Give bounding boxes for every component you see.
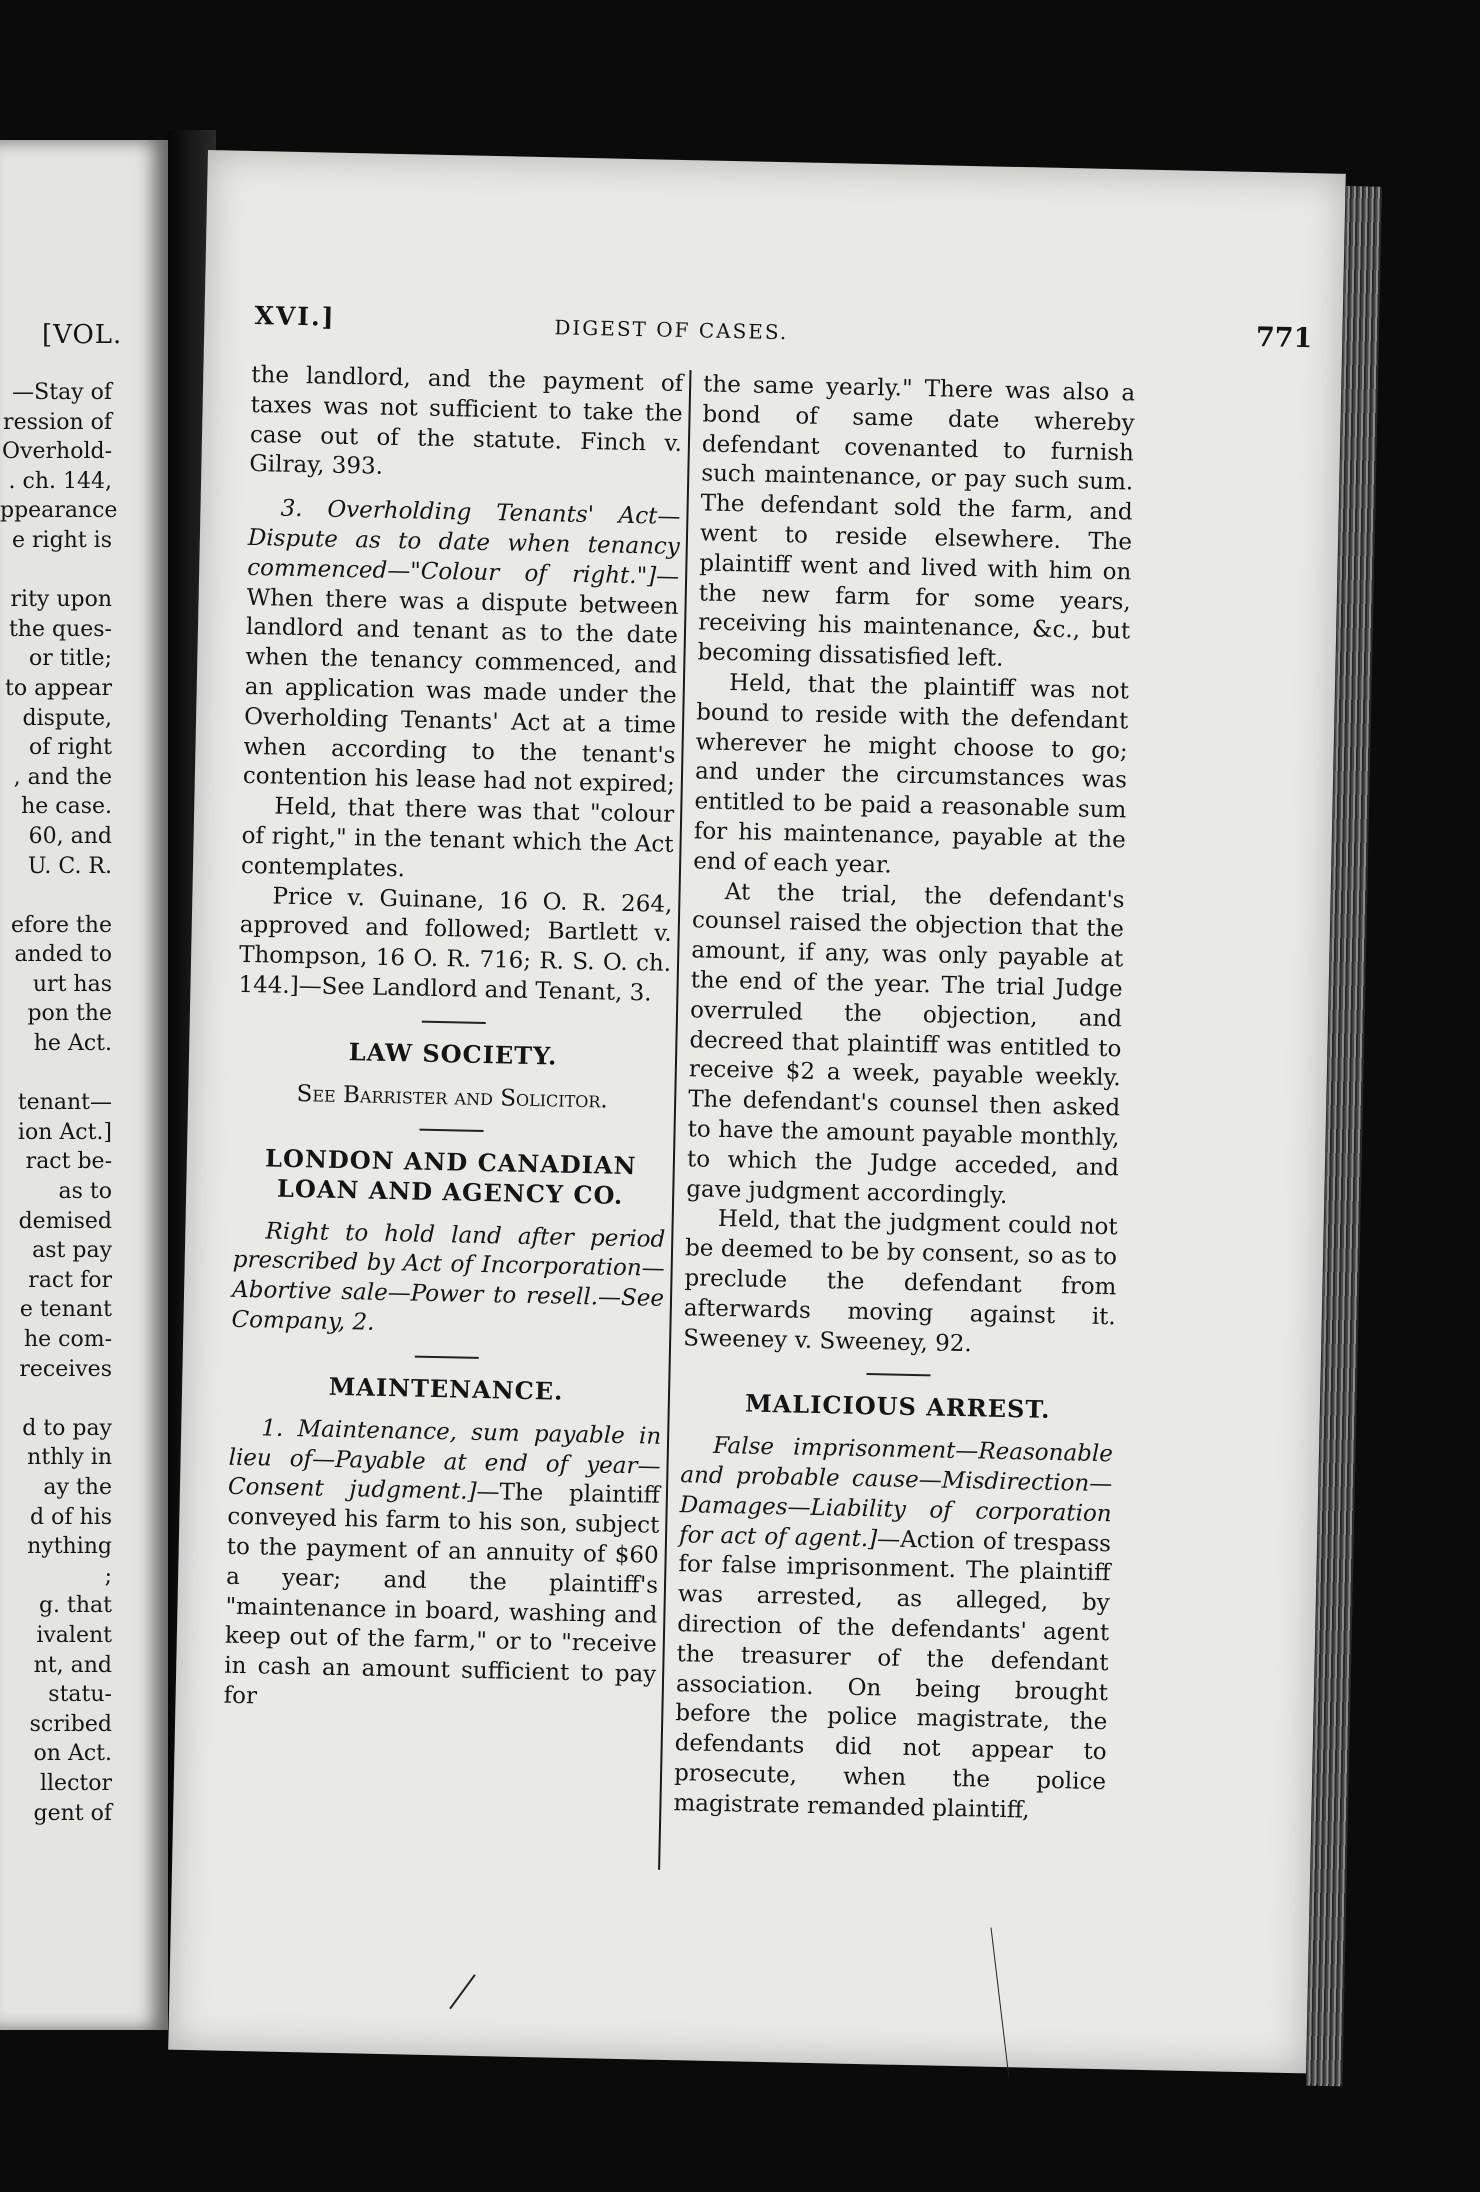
section-separator (866, 1373, 930, 1376)
left-fragment-line: —Stay of (12, 380, 112, 405)
section-separator (422, 1020, 486, 1023)
entry-3 (243, 494, 681, 801)
trial-paragraph: At the trial, the defendant's counsel raised the objection that the amount, if any, was only payable at the end of the year. The trial Judge overruled the objection, and decreed that plaintiff was entitled to receive $2 a week, payable weekly. The defendant's counsel then asked to have the amount payable monthly, to which the Judge acceded, and gave judgment accordingly. (686, 878, 1125, 1209)
maintenance-entry-1-body: —The plaintiff conveyed his farm to his son, subject to the payment of an annuity of $60 a year; and the plaintiff's "maintenance in board, washing and keep out of the farm," or to "receive in cash an amount sufficient to pay for (223, 1479, 661, 1710)
left-fragment-line (0, 556, 112, 586)
left-fragment-line: , and the (13, 764, 112, 790)
left-fragment-line: anded to (14, 942, 112, 968)
heading-malicious-arrest: MALICIOUS ARREST. (744, 1388, 1051, 1425)
left-fragment-line: ract for (28, 1267, 112, 1293)
left-fragment-line: ion Act.] (17, 1119, 112, 1145)
left-fragment-line: pon the (27, 1001, 112, 1027)
paragraph-continued: the same yearly." There was also a bond of same date whereby defendant covenanted to furnish such maintenance, or pay such sum. The defendant sold the farm, and went to reside elsewhere. The plaintiff went and lived with him on the new farm for some years, receiving his maintenance, &c., but becoming dissatisfied left. (697, 371, 1136, 672)
left-fragment-line: nt, and (33, 1652, 112, 1678)
left-fragment-line: d to pay (22, 1415, 112, 1441)
left-fragment-line: he Act. (33, 1031, 112, 1057)
left-fragment-line: he com- (23, 1327, 112, 1352)
held-paragraph-2: Held, that the judgment could not be deemed to be by consent, so as to preclude the defendant from afterwards moving against it. Sweeney v. Sweeney, 92. (682, 1206, 1118, 1357)
left-page-text-fragments (0, 378, 118, 1828)
left-fragment-line (0, 1384, 112, 1414)
left-fragment-line: rity upon (10, 587, 112, 613)
paragraph-continued: the landlord, and the payment of taxes was not sufficient to take the case out of the statute. Finch v. Gilray, 393. (249, 361, 684, 481)
left-fragment-line: dispute, (22, 705, 112, 731)
left-running-head: [VOL. (42, 320, 123, 350)
page-title: DIGEST OF CASES. (554, 315, 789, 345)
malicious-arrest-entry (673, 1431, 1113, 1827)
left-fragment-line: ression of (3, 409, 112, 435)
left-fragment-line: of right (28, 735, 112, 761)
left-fragment-line: ppearance (0, 498, 118, 524)
running-head (254, 301, 1313, 363)
left-fragment-line: e tenant (19, 1297, 112, 1323)
left-fragment-line: urt has (32, 971, 112, 997)
left-fragment-line: nthly in (27, 1445, 112, 1471)
entry-3-body: —When there was a dispute between landlord and tenant as to the date when the tenancy commenced, and an application was made under the Overholding Tenants' Act at a time when according to the tenant's contention his lease had not expired; (242, 563, 680, 799)
heading-london-canadian-loan: LONDON AND CANADIAN LOAN AND AGENCY CO. (264, 1142, 637, 1210)
left-fragment-line: U. C. R. (27, 853, 112, 879)
left-fragment-line: the ques- (8, 616, 112, 642)
left-fragment-line: ay the (43, 1474, 112, 1500)
left-fragment-line: . ch. 144, (8, 468, 112, 494)
pencil-mark (449, 1974, 475, 2009)
held-paragraph: Held, that there was that "colour of right," in the tenant which the Act contemplates. (240, 793, 675, 883)
left-fragment-line: ; (104, 1563, 112, 1589)
left-fragment-line (0, 1059, 112, 1089)
left-fragment-line: ivalent (36, 1622, 112, 1648)
maintenance-entry-1 (223, 1413, 661, 1720)
left-fragment-line: statu- (48, 1682, 112, 1708)
left-column (223, 361, 683, 1720)
left-fragment-line: receives (19, 1356, 112, 1382)
right-page (168, 150, 1346, 2073)
left-page-fragment (0, 140, 168, 2030)
heading-law-society: LAW SOCIETY. (348, 1036, 558, 1071)
left-fragment-line: or title; (29, 646, 112, 672)
left-fragment-line: he case. (21, 794, 112, 820)
left-fragment-line: tenant— (17, 1090, 112, 1116)
section-separator (420, 1128, 484, 1131)
left-fragment-line: g. that (38, 1593, 112, 1619)
left-fragment-line: as to (58, 1179, 112, 1205)
heading-maintenance: MAINTENANCE. (328, 1371, 564, 1406)
page-number: 771 (1255, 321, 1313, 355)
left-fragment-line: e right is (12, 527, 112, 553)
maintenance-entry-1-heading: 1. Maintenance, sum payable in lieu of—Payable at end of year—Consent judgment.] (227, 1415, 662, 1506)
left-fragment-line: demised (18, 1208, 112, 1234)
left-fragment-line: ract be- (25, 1149, 112, 1175)
london-entry-text: Right to hold land after period prescribed by Act of Incorporation—Abortive sale—Power to resell.—See Company, 2. (231, 1217, 666, 1336)
left-fragment-line: to appear (4, 675, 112, 701)
malicious-arrest-heading: False imprisonment—Reasonable and probable cause—Misdirection—Damages—Liability of corporation for act of agent.] (678, 1433, 1114, 1553)
left-fragment-line (0, 881, 112, 911)
entry-3-heading: 3. Overholding Tenants' Act—Dispute as to date when tenancy commenced—"Colour of right."] (246, 495, 681, 590)
volume-label: XVI.] (254, 301, 336, 332)
london-entry (231, 1216, 665, 1344)
left-fragment-line: gent of (33, 1800, 112, 1826)
malicious-arrest-body: —Action of trespass for false imprisonment. The plaintiff was arrested, as alleged, by direction of the defendants' agent the treasurer of the defendant association. On being brought before the police magistrate, the defendants did not appear to prosecute, when the police magistrate remanded plaintiff, (673, 1526, 1112, 1824)
left-fragment-line: 60, and (28, 823, 112, 849)
left-fragment-line: ast pay (32, 1238, 112, 1264)
right-column (673, 370, 1135, 1827)
pencil-mark (991, 1927, 1010, 2076)
left-fragment-line: llector (39, 1770, 112, 1796)
left-fragment-line: on Act. (33, 1741, 112, 1767)
citation-paragraph: Price v. Guinane, 16 O. R. 264, approved and followed; Bartlett v. Thompson, 16 O. R. 716; R. S. O. ch. 144.]—See Landlord and Tenant, 3. (238, 883, 673, 1007)
section-separator (415, 1355, 479, 1358)
left-fragment-line: scribed (29, 1711, 112, 1737)
held-paragraph-1: Held, that the plaintiff was not bound to reside with the defendant wherever he might choose to go; and under the circumstances was entitled to be paid a reasonable sum for his maintenance, payable at the end of each year. (692, 670, 1130, 879)
left-fragment-line: nything (27, 1534, 112, 1560)
left-fragment-line: efore the (11, 912, 112, 938)
left-fragment-line: Overhold- (2, 439, 112, 465)
left-fragment-line: d of his (30, 1504, 112, 1530)
see-reference: See Barrister and Solicitor. (296, 1080, 609, 1114)
